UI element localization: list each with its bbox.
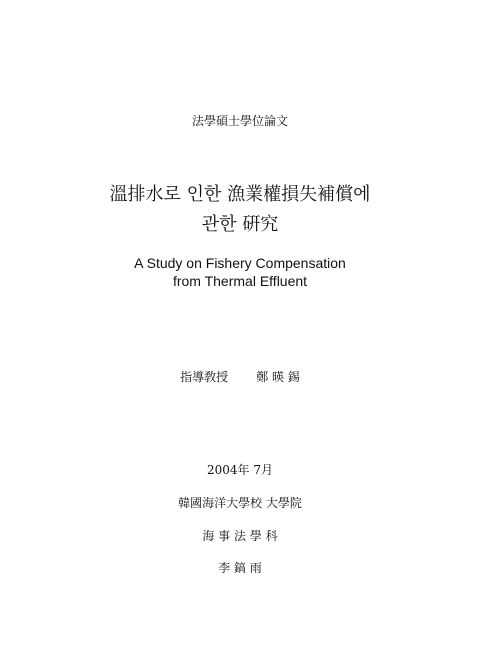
title-english-line-1: A Study on Fishery Compensation xyxy=(134,255,346,271)
title-korean-line-1: 溫排水로 인한 漁業權損失補償에 xyxy=(109,184,371,205)
advisor-role: 指導敎授 xyxy=(180,370,229,384)
title-english-line-2: from Thermal Effluent xyxy=(172,273,308,289)
title-korean-line-2: 관한 硏究 xyxy=(201,214,279,235)
author-name: 李 鎬 雨 xyxy=(218,561,262,575)
degree-label: 法學碩士學位論文 xyxy=(191,114,288,128)
department-name: 海 事 法 學 科 xyxy=(202,529,278,543)
submission-date: 2004年 7月 xyxy=(207,463,273,477)
university-name: 韓國海洋大學校 大學院 xyxy=(178,496,302,510)
advisor-line xyxy=(0,371,480,383)
advisor-name: 鄭 暎 錫 xyxy=(256,370,300,384)
